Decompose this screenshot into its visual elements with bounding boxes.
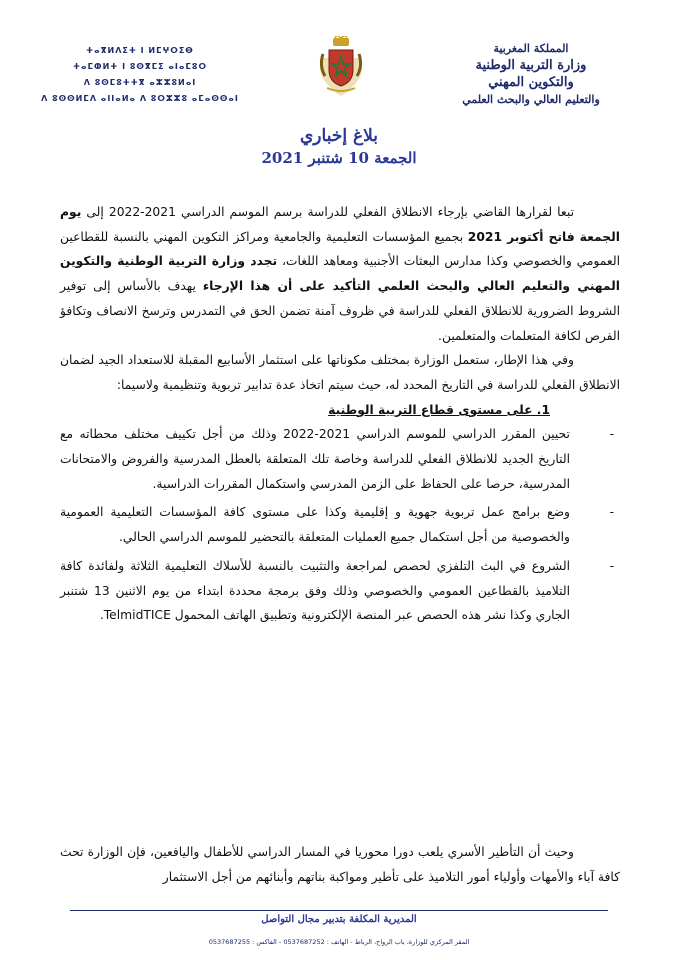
tifinagh-line: ⴷ ⵓⵙⵙⵍⵎⴷ ⴰⵏⵏⴰⵍⴰ ⴷ ⵓⵔⵣⵣⵓ ⴰⵎⴰⵙⵙⴰⵏ bbox=[41, 94, 239, 103]
measures-list bbox=[60, 422, 620, 628]
text-run: يهدف بالأساس إلى توفير الشروط الضرورية للانطلاق الفعلي للدراسة في ظروف آمنة تضمن الحق في التمدرس وترسخ الانصاف وتكافؤ الفرص لكافة المتعلمات والمتعلمين. bbox=[60, 279, 620, 343]
ministry-line-3: والتعليم العالي والبحث العلمي bbox=[462, 93, 600, 106]
ministry-line-1: وزارة التربية الوطنية bbox=[475, 58, 587, 73]
bullet-dash: - bbox=[609, 505, 614, 520]
list-item-text: وضع برامج عمل تربوية جهوية و إقليمية وكذا على مستوى كافة المؤسسات التعليمية العمومية والخصوصية من أجل استكمال جميع العمليات المتعلقة بالتحضير للموسم الدراسي الحالي. bbox=[60, 505, 570, 545]
paragraph-framework: وفي هذا الإطار، ستعمل الوزارة بمختلف مكوناتها على استثمار الأسابيع المقبلة للاستعداد الجيد لضمان الانطلاق الفعلي للدراسة في التاريخ المحدد له، حيث سيتم اتخاذ عدة تدابير تربوية وتنظيمية ولاسيما: bbox=[60, 353, 620, 392]
closing-paragraph bbox=[60, 840, 620, 889]
ministry-header-arabic bbox=[406, 40, 656, 108]
document-date: الجمعة 10 شتنبر 2021 bbox=[261, 149, 417, 167]
document-title: بلاغ إخباري bbox=[300, 126, 378, 146]
ministry-header-tifinagh bbox=[20, 43, 260, 107]
date-highlight: يوم الجمعة فاتح أكتوبر 2021 bbox=[60, 205, 620, 244]
paragraph-intro bbox=[60, 200, 620, 348]
closing-text: وحيث أن التأطير الأسري يلعب دورا محوريا في المسار الدراسي للأطفال واليافعين، فإن الوزارة تحث كافة آباء والأمهات وأولياء أمور التلاميذ على تأطير ومواكبة بناتهم وأبنائهم من أجل الاستثمار bbox=[60, 845, 620, 884]
tifinagh-line: ⵜⴰⴳⵍⴷⵉⵜ ⵏ ⵍⵎⵖⵔⵉⴱ bbox=[86, 46, 194, 55]
kingdom-label: المملكة المغربية bbox=[493, 42, 569, 55]
tifinagh-line: ⴷ ⵓⵙⵎⵓⵜⵜⴳ ⴰⵣⵣⵓⵍⴰⵏ bbox=[83, 78, 197, 87]
ministry-highlight: تجدد وزارة التربية الوطنية والتكوين المهني والتعليم العالي والبحث العلمي التأكيد على أن هذا الإرجاء bbox=[60, 254, 621, 294]
footer-divider bbox=[70, 910, 608, 911]
section-heading: 1. على مستوى قطاع التربية الوطنية bbox=[328, 402, 550, 417]
document-body bbox=[60, 200, 620, 632]
ministry-line-2: والتكوين المهني bbox=[488, 75, 574, 90]
list-item-text: الشروع في البث التلفزي لحصص لمراجعة والتثبيت بالنسبة للأسلاك التعليمية الثلاثة ولفائدة كافة التلاميذ بالقطاعين العمومي والخصوصي وذلك وفق برمجة محددة ابتداء من يوم الاثنين 13 شتنبر الجاري وكذا نشر هذه الحصص عبر المنصة الإلكترونية وتطبيق الهاتف المحمول TelmidTICE. bbox=[60, 558, 570, 623]
list-item bbox=[60, 554, 620, 628]
tifinagh-line: ⵜⴰⵎⵀⵍⵜ ⵏ ⵓⵙⴳⵎⵉ ⴰⵏⴰⵎⵓⵔ bbox=[73, 62, 207, 71]
footer-address: المقر المركزي للوزارة، باب الرواح، الرباط - الهاتف : 0537687252 - الفاكس : 0537687255 bbox=[208, 938, 470, 946]
bullet-dash: - bbox=[609, 558, 614, 573]
footer-directorate: المديرية المكلفة بتدبير مجال التواصل bbox=[261, 914, 417, 925]
list-item-text: تحيين المقرر الدراسي للموسم الدراسي 2021-2022 وذلك من أجل تكييف مختلف محطاته مع التاريخ الجديد للانطلاق الفعلي للدراسة وخاصة تلك المتعلقة بالعطل المدرسية والفروض والامتحانات المدرسية، حرصا على الحفاظ على الزمن المدرسي واستكمال المقررات الدراسية. bbox=[60, 427, 570, 491]
list-item bbox=[60, 500, 620, 549]
bullet-dash: - bbox=[609, 427, 614, 442]
text-run: بجميع المؤسسات التعليمية والجامعية ومراكز التكوين المهني بالنسبة للقطاعين العمومي والخصوصي وكذا مدارس البعثات الأجنبية ومعاهد اللغات، bbox=[60, 229, 620, 269]
list-item bbox=[60, 422, 620, 496]
text-run: تبعا لقرارها القاضي بإرجاء الانطلاق الفعلي للدراسة برسم الموسم الدراسي 2021-2022 إلى bbox=[81, 205, 574, 219]
coat-of-arms-icon bbox=[315, 36, 367, 96]
